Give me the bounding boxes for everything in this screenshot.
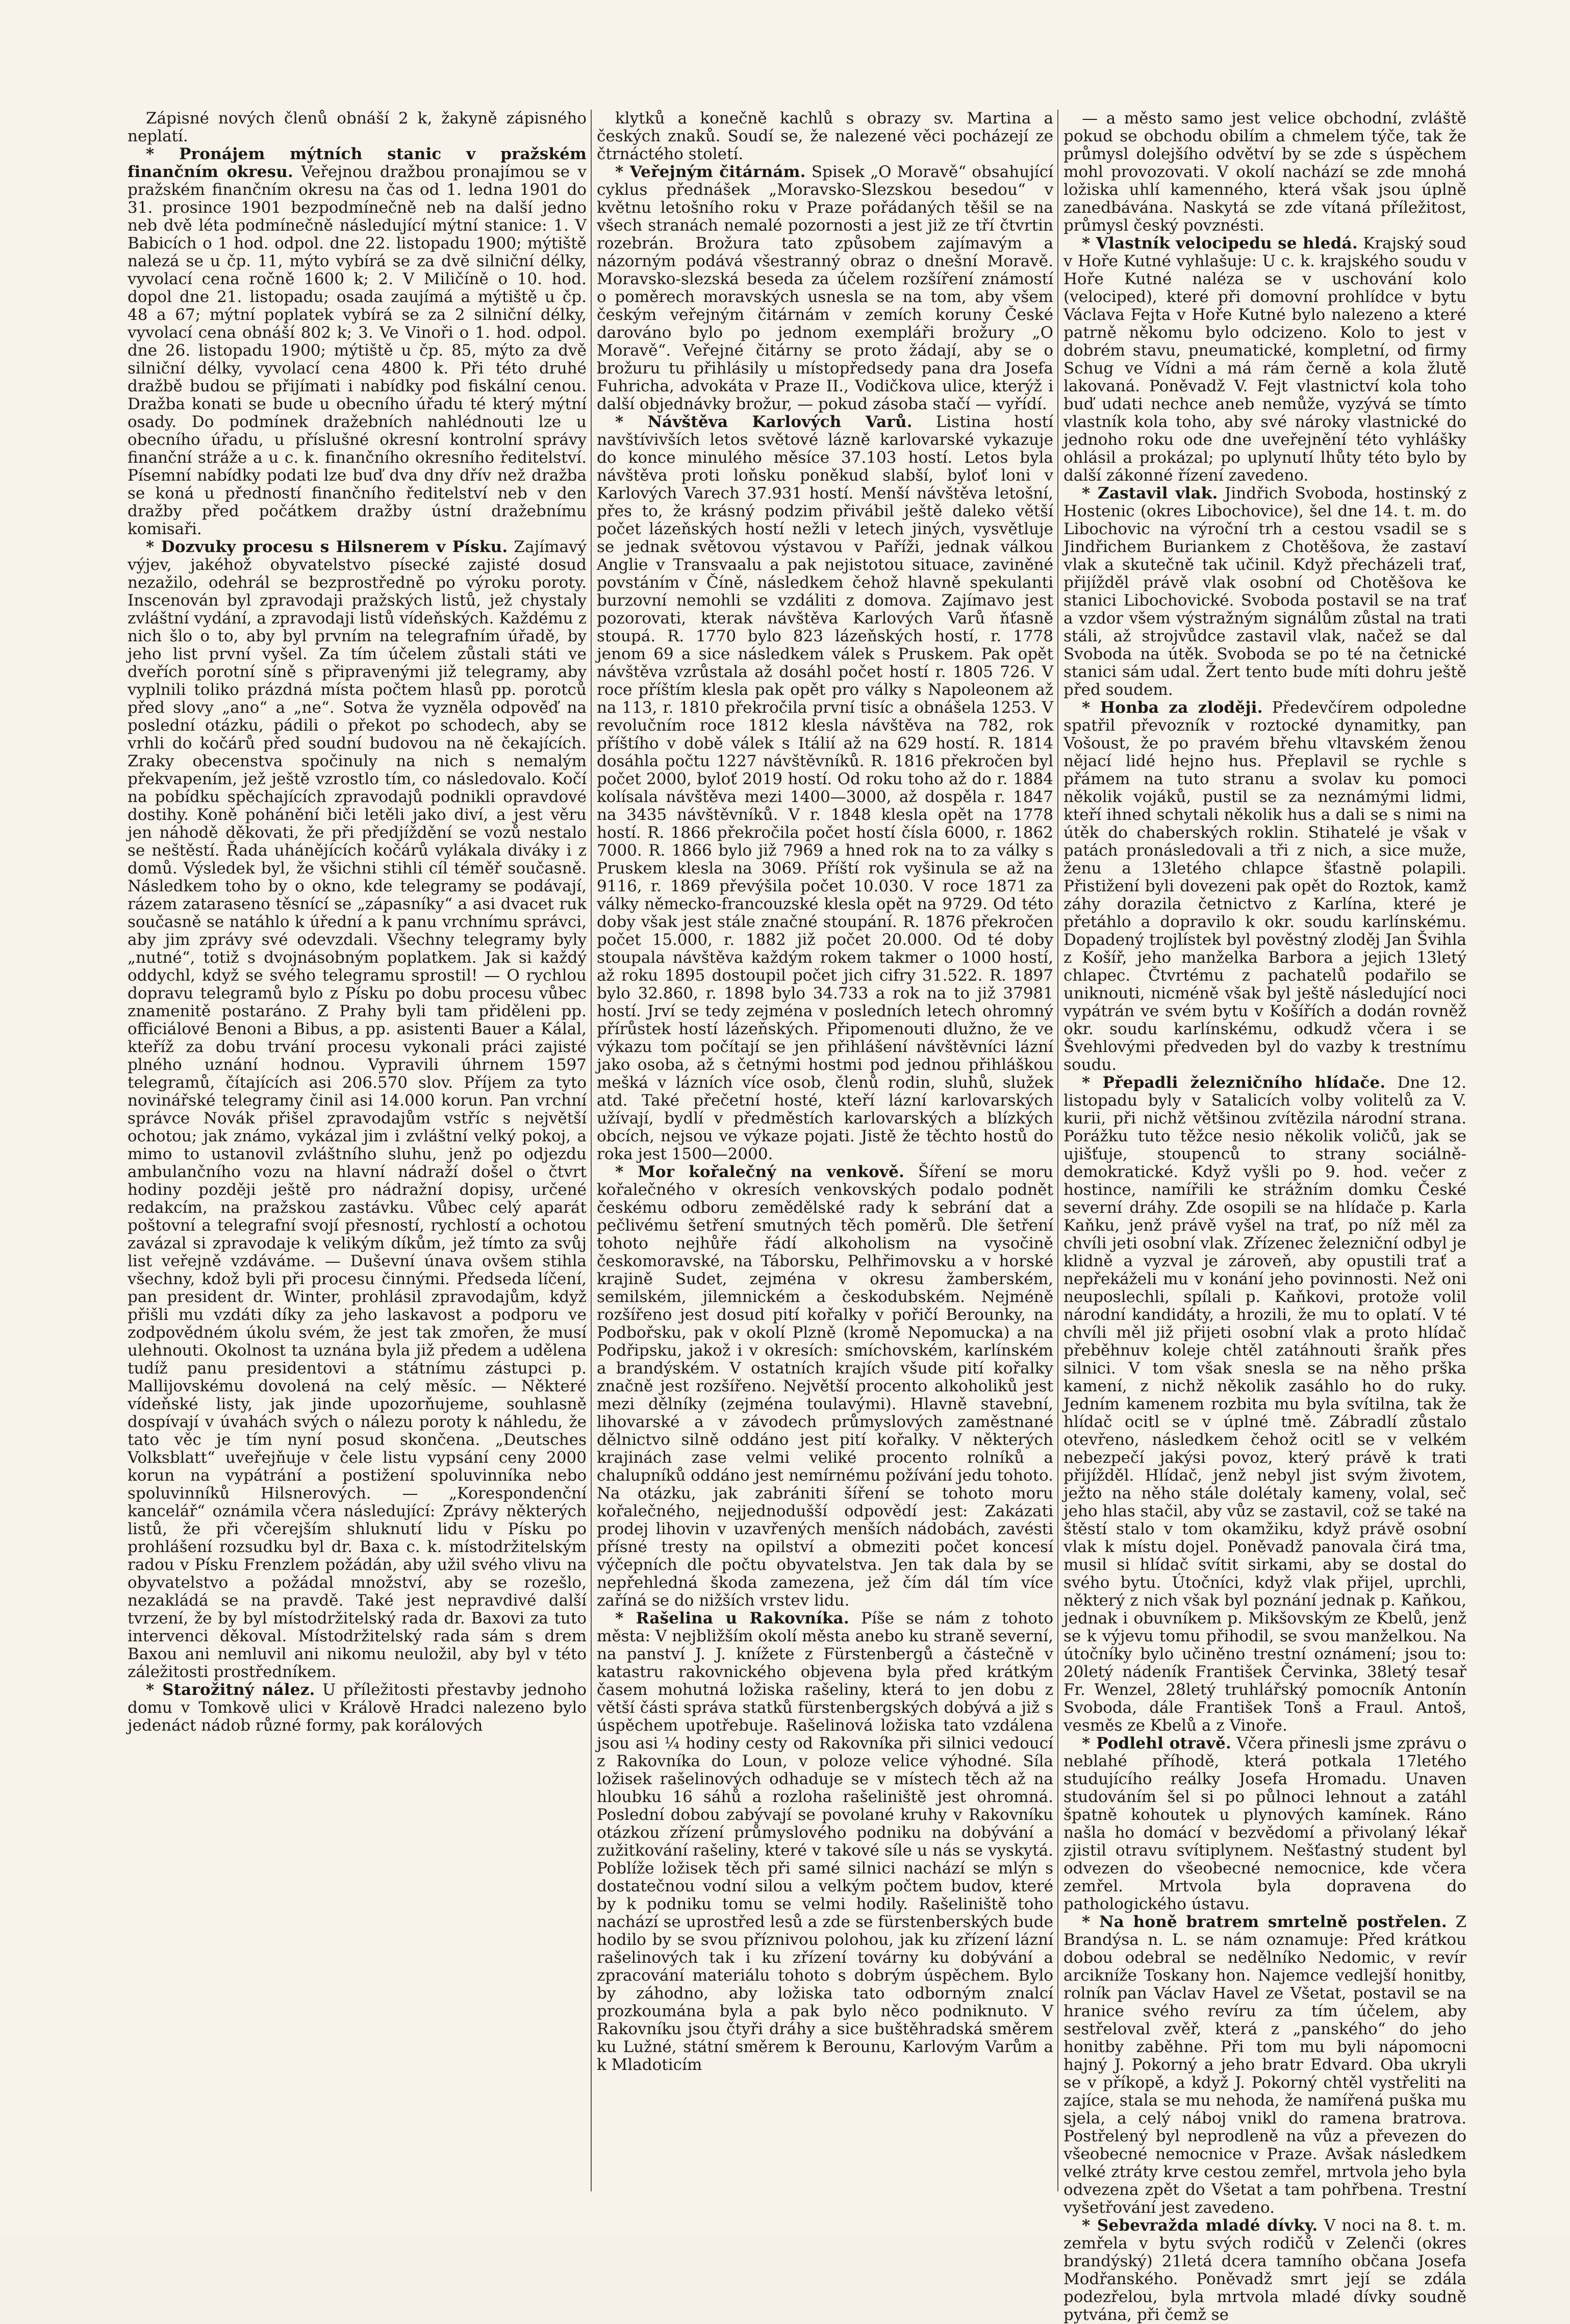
article-paragraph: [1063, 1735, 1466, 1913]
article-headline: * Vlastník velocipedu se hledá.: [1082, 234, 1358, 253]
article-headline: * Podlehl otravě.: [1082, 1734, 1231, 1753]
column-divider: [1057, 110, 1058, 2191]
article-headline: * Pronájem mýtních stanic v pražském finančním okresu.: [128, 145, 587, 181]
article-body-text: U příležitosti přestavby jednoho domu v Tomkově ulici v Králově Hradci nalezeno bylo jedenáct nádob různé formy, pak korálových: [128, 1681, 587, 1735]
article-body-text: Veřejnou dražbou pronajímou se v pražském finančním okresu na čas od 1. ledna 1901 do 31. prosince 1901 bezpodmínečně neb na další jedno neb dvě léta podmínečně následující mýtní stanice: 1. V Babicích o 1 hod. odpol. dne 22. listopadu 1900; mýtiště nalezá se u čp. 11, mýto vybírá se za dvě silniční délky, vyvolací cena ročně 1600 k; 2. V Miličíně o 10. hod. dopol dne 21. listopadu; osada zaujímá a mýtiště u čp. 48 a 67; mýtní poplatek vybírá se za 2 silniční délky, vyvolací cena obnáší 802 k; 3. Ve Vinoři o 1. hod. odpol. dne 26. listopadu 1900; mýtiště u čp. 85, mýto za dvě silniční délky, vyvolací cena 4800 k. Při této druhé dražbě budou se přijímati i nabídky pod fiskální cenou. Dražba konati se bude u obecního úřadu té který mýtní osady. Do podmínek dražebních nahlédnouti lze u obecního úřadu, u příslušné okresní kontrolní správy finanční stráže a u c. k. finančního okresního ředitelství. Písemní nabídky podati lze buď dva dny dřív než dražba se koná u předností finančního ředitelství neb v den dražby před počátkem dražby ústní dražebnímu komisaři.: [128, 163, 587, 538]
article-paragraph: [1063, 1074, 1466, 1735]
article-paragraph: [597, 413, 1053, 1163]
article-paragraph: [128, 145, 587, 538]
article-paragraph: [597, 110, 1053, 163]
column-divider: [591, 110, 592, 2191]
article-headline: * Zastavil vlak.: [1082, 484, 1218, 503]
article-paragraph: [1063, 1913, 1466, 2217]
article-paragraph: [1063, 699, 1466, 1074]
article-headline: * Starožitný nález.: [146, 1681, 315, 1699]
article-headline: * Na honě bratrem smrtelně postřelen.: [1082, 1913, 1447, 1931]
article-paragraph: [1063, 235, 1466, 485]
article-body-text: Z Brandýsa n. L. se nám oznamuje: Před krátkou dobou odebral se nedělníko Nedomic, v revír arcikníže Toskany hon. Najemce vedlejší honitby, rolník pan Václav Havel ze Všetat, postavil se na hranice svého revíru za tím účelem, aby sestřeloval zvěř, která z „panského“ do jeho honitby zaběhne. Při tom mu byli nápomocni hajný J. Pokorný a jeho bratr Edvard. Oba ukryli se v příkopě, a když J. Pokorný chtěl vystřeliti na zajíce, stala se mu nehoda, že namířená puška mu sjela, a celý náboj vnikl do ramena bratrova. Postřelený byl neprodleně na vůz a převezen do všeobecné nemocnice v Praze. Avšak následkem velké ztráty krve cestou zemřel, mrtvola jeho byla odvezena zpět do Všetat a tam pohřbena. Trestní vyšetřování jest zavedeno.: [1063, 1913, 1467, 2217]
article-body-text: Listina hostí navštívivších letos světové lázně karlovarské vykazuje do konce minulého měsíce 37.103 hostí. Letos byla návštěva proti loňsku poněkud slabší, byloť loni v Karlových Varech 37.931 hostí. Menší návštěva letošní, přes to, že krásný podzim přivábil ještě daleko větší počet lázeňských hostí nežli v letech jiných, vysvětluje se jednak světovou výstavou v Paříži, jednak válkou Anglie v Transvaalu a pak nejistotou situace, zaviněné povstáním v Číně, následkem čehož hlavně spekulanti burzovní nemohli se vzdáliti z domova. Zajímavo jest pozorovati, kterak návštěva Karlových Varů ňťasně stoupá. R. 1770 bylo 823 lázeňských hostí, r. 1778 jenom 69 a sice následkem válek s Pruskem. Pak opět návštěva vzrůstala až dosáhl počet hostí r. 1805 726. V roce příštím klesla pak opět pro války s Napoleonem až na 113, r. 1810 překročila první tisíc a obnášela 1253. V revolučním roce 1812 klesla návštěva na 782, rok příštího v době válek s Itálií až na 629 hostí. R. 1814 dosáhla počtu 1227 návštěvníků. R. 1816 překročen byl počet 2000, byloť 2019 hostí. Od roku toho až do r. 1884 kolísala návštěva mezi 1400—3000, až dospěla r. 1847 na 3435 návštěvníků. V r. 1848 klesla opět na 1778 hostí. R. 1866 překročila počet hostí čísla 6000, r. 1862 7000. R. 1866 bylo již 7969 a hned rok na to za války s Pruskem klesla na 3069. Příští rok vyšinula se až na 9116, r. 1869 převýšila počet 10.030. V roce 1871 za války německo-francouzské klesla opět na 9729. Od této doby však jest stále značné stoupání. R. 1876 překročen počet 15.000, r. 1882 již počet 20.000. Od té doby stoupala návštěva každým rokem takmer o 1000 hostí, až roku 1895 dostoupil počet jich cifry 31.522. R. 1897 bylo 32.860, r. 1898 bylo 34.733 a rok na to již 37981 hostí. Jrví se tedy zejména v posledních letech ohromný přírůstek hostí lázeňských. Připomenouti dlužno, že ve výkazu tom počítají se jen přihlášení návštěvníci lázní jako osoba, až s četnými hostmi pod jednou přihláškou mešká v lázních více osob, členů rodin, sluhů, služek atd. Také přečetní hosté, kteří lázní karlovarských užívají, bydlí v předměstích karlovarských a blízkých obcích, nejsou ve výkaze pojati. Jistě že těchto hostů do roka jest 1500—2000.: [597, 413, 1053, 1163]
article-headline: * Rašelina u Rakovníka.: [615, 1609, 849, 1628]
article-body-text: Předevčírem odpoledne spatřil převozník v roztocké dynamitky, pan Vošoust, že po pravém břehu vltavském ženou nějací lidé hejno hus. Přeplavil se rychle s přámem na tuto stranu a svolav ku pomoci několik vojáků, pustil se za neznámými lidmi, kteří ihned schytali několik hus a dali se s nimi na útěk do chaberských roklin. Stihatelé je však v patách pronásledovali a tři z nich, a sice muže, ženu a 13letého chlapce šťastně polapili. Přistižení byli dovezeni pak opět do Roztok, kamž záhy dorazila četnictvo z Karlína, které je přetáhlo a dopravilo k okr. soudu karlínskému. Dopadený trojlístek byl pověstný zloděj Jan Švihla z Košíř, jeho manželka Barbora a jejich 13letý chlapec. Čtvrtému z pachatelů podařilo se uniknouti, nicméně však byl ještě následující noci vypátrán ve svém bytu v Košířích a dodán rovněž okr. soudu karlínskému, odkudž včera i se Švehlovými předveden byl do vazby k trestnímu soudu.: [1063, 698, 1466, 1074]
article-body-text: Zápisné nových členů obnáší 2 k, žakyně zápisného neplatí.: [128, 109, 587, 145]
article-body-text: — a město samo jest velice obchodní, zvláště pokud se obchodu obilím a chmelem týče, tak že průmysl dolejšího odvětví by se zde s úspěchem mohl provozovati. V okolí nachází se zde mnohá ložiska uhlí kamenného, která však jsou úplně zanedbávána. Naskytá se zde vítaná příležitost, průmysl český povznésti.: [1063, 109, 1466, 235]
article-body-text: Včera přinesli jsme zprávu o neblahé příhodě, která potkala 17letého studujícího reálky Josefa Hromadu. Unaven studováním šel si po půlnoci lehnout a zatáhl špatně kohoutek u plynových kamínek. Ráno našla ho domácí v bezvědomí a přivolaný lékař zjistil otravu svítiplynem. Nešťastný student byl odvezen do všeobecné nemocnice, kde včera zemřel. Mrtvola byla dopravena do pathologického ústavu.: [1063, 1734, 1466, 1913]
article-paragraph: [597, 163, 1053, 413]
article-paragraph: [597, 1163, 1053, 1610]
article-paragraph: [1063, 485, 1466, 699]
article-headline: * Veřejným čitárnám.: [615, 163, 806, 181]
article-body-text: Píše se nám z tohoto města: V nejbližším okolí města anebo ku straně severní, na panství J. J. knížete z Fürstenbergů a částečně v katastru rakovnického objevena byla před krátkým časem mohutná ložiska rašeliny, která to jen dobu z větší části správa statků fürstenbergských dobývá a již s úspěchem upotřebuje. Rašelinová ložiska tato vzdálena jsou asi ¼ hodiny cesty od Rakovníka při silnici vedoucí z Rakovníka do Loun, v poloze velice výhodné. Síla ložisek rašelinových odhaduje se v místech těch až na hloubku 16 sáhů a rozloha rašeliniště jest ohromná. Poslední dobou zabývají se povolané kruhy v Rakovníku otázkou zřízení průmyslového podniku na dobývání a zužitkování rašeliny, které v takové síle u nás se vyskytá. Poblíže ložisek těch při samé silnici nachází se mlýn s dostatečnou vodní silou a velkým počtem budov, které by k podniku tomu se velmi hodily. Rašeliniště toho nachází se uprostřed lesů a zde se fürstenberských bude hodilo by se svou příznivou polohou, jak ku zřízení lázní rašelinových tak i ku zřízení továrny ku dobývání a zpracování materiálu tohoto s dobrým úspěchem. Bylo by záhodno, aby ložiska tato odborným znalcí prozkoumána byla a pak bylo něco podniknuto. V Rakovníku jsou čtyři dráhy a sice buštěhradská směrem ku Lužné, státní směrem k Berounu, Karlovým Varům a k Mladoticím: [597, 1609, 1054, 2074]
article-paragraph: [1063, 110, 1466, 235]
article-body-text: V noci na 8. t. m. zemřela v bytu svých rodičů v Zelenči (okres brandýský) 21letá dcera tamního občana Josefa Modřanského. Poněvadž smrt její se zdála podezřelou, byla mrtvola mladé dívky soudně pytvána, při čemž se: [1063, 2216, 1466, 2324]
article-paragraph: [1063, 2217, 1466, 2324]
article-paragraph: [128, 538, 587, 1681]
article-headline: * Mor kořalečný na venkově.: [615, 1163, 905, 1181]
article-paragraph: [597, 1610, 1053, 2074]
article-headline: * Návštěva Karlových Varů.: [615, 413, 913, 431]
text-column-right: [1063, 109, 1467, 2324]
article-body-text: Šíření se moru kořalečného v okresích venkovských podalo podnět českému odboru zemědělské rady k sebrání dat a pečlivému šetření smutných těch poměrů. Dle šetření tohoto nejhůře řádí alkoholism na vysočině českomoravské, na Táborsku, Pelhřimovsku a v horské krajině Sudet, zejména v okresu žamberském, semilském, jilemnickém a českodubském. Nejméně rozšířeno jest dosud pití kořalky v pořičí Berounky, na Podbořsku, pak v okolí Plzně (kromě Nepomucka) a na Podřipsku, jakož i v okresích: smíchovském, karlínském a brandýském. V ostatních krajích všude pití kořalky značně jest rozšířeno. Největší procento alkoholiků jest mezi dělníky (zejména toulavými). Hlavně stavební, lihovarské a v závodech průmyslových zaměstnané dělnictvo silně oddáno jest pití kořalky. V některých krajinách zase velmi veliké procento rolníků a chalupníků oddáno jest nemírnému požívání jedu tohoto. Na otázku, jak zabrániti šíření se tohoto moru kořalečného, nejjednodušší odpovědí jest: Zakázati prodej lihovin v uzavřených menších nádobách, zavésti přísné tresty na opilství a obmeziti počet koncesí výčepních dle počtu obyvatelstva. Jen tak dala by se nepřehledná škoda zamezena, jež čím dál tím více zaříná se do nižších vrstev lidu.: [597, 1163, 1053, 1610]
article-headline: * Přepadli železničního hlídače.: [1082, 1073, 1386, 1092]
article-body-text: Dne 12. listopadu byly v Satalicích volby volitelů za V. kurii, při nichž většinou zvítězila národní strana. Porážku tuto těžce nesio několik voličů, jak se ujišťuje, stoupenců to strany sociálně-demokratické. Když vyšli po 9. hod. večer z hostince, namířili ke strážním domku České severní dráhy. Zde osopili se na hlídače p. Karla Kaňku, jenž právě vyšel na trať, po níž měl za chvíli jeti osobní vlak. Zřízenec železniční odbyl je klidně a vyzval je zároveň, aby opustili trať a nepřekáželi mu v konání jeho povinnosti. Než oni neuposlechli, spílali p. Kaňkovi, protože volil národní kandidáty, a hrozili, že mu to oplatí. V té chvíli měl již přijeti osobní vlak a proto hlídač přeběhnuv koleje chtěl zatáhnouti šraňk přes silnici. V tom však snesla se na něho prška kamení, z nichž několik zasáhlo ho do ruky. Jedním kamenem rozbita mu byla svítilna, tak že hlídač ocitl se v úplné tmě. Zábradlí zůstalo otevřeno, následkem čehož ocitl se v velkém nebezpečí jakýsi povoz, který právě k trati přijížděl. Hlídač, jenž nebyl jist svým životem, ježto na něho stále dolétaly kameny, volal, seč jeho hlas stačil, aby vůz se zastavil, což se také na štěstí stalo v tom okamžiku, když právě osobní vlak k místu dojel. Poněvadž panovala čirá tma, musil si hlídač svítit sirkami, aby se dostal do svého bytu. Útočníci, když vlak přijel, uprchli, některý z nich však byl poznání jednak p. Kaňkou, jednak i obuvníkem p. Mikšovským ze Kbelů, jenž se k výjevu tomu přihodil, se svou manželkou. Na útočníky bylo učiněno trestní oznámení; jsou to: 20letý nádeník František Červinka, 38letý tesař Fr. Wenzel, 28letý truhlářský pomocník Antonín Svoboda, dále František Tonš a Fraul. Antoš, vesměs ze Kbelů a z Vinoře.: [1063, 1073, 1467, 1735]
article-headline: * Dozvuky procesu s Hilsnerem v Písku.: [146, 538, 508, 556]
article-headline: * Honba za zloději.: [1082, 698, 1263, 717]
article-body-text: Spisek „O Moravě“ obsahující cyklus přednášek „Moravsko-Slezskou besedou“ v květnu letošního roku v Praze pořádaných těšil se na všech stranách nemalé pozornosti a jest již ze tří čtvrtin rozebrán. Brožura tato způsobem zajímavým a názorným podává všestranný obraz o dnešní Moravě. Moravsko-slezská beseda za účelem rozšíření známostí o poměrech moravských usnesla se na tom, aby všem českým veřejným čitárnám v zemích koruny České darováno bylo po jednom exempláři brožury „O Moravě“. Veřejné čitárny se proto žádají, aby se o brožuru tu přihlásily u místopředsedy pana dra Josefa Fuhricha, advokáta v Praze II., Vodičkova ulice, kterýž i další objednávky brožur, — pokud zásoba stačí — vyřídí.: [597, 163, 1053, 413]
article-headline: * Sebevražda mladé dívky.: [1082, 2216, 1318, 2235]
text-column-left: [128, 110, 587, 2196]
article-body-text: Zajímavý výjev, jakéhož obyvatelstvo písecké zajisté dosud nezažilo, odehrál se bezprostředně po výroku poroty. Inscenován byl zpravodaji pražských listů, jež chystaly zvláštní vydání, a zpravodaji listů vídeňských. Každému z nich šlo o to, aby byl prvním na telegrafním úřadě, by jeho list první vyšel. Za tím účelem zůstali státi ve dveřích porotní síně s připravenými již telegramy, aby vyplnili toliko prázdná místa počtem hlasů pp. porotců před slovy „ano“ a „ne“. Sotva že vyzněla odpověď na poslední otázku, pádili o překot po schodech, aby se vrhli do kočárů před soudní budovou na ně čekajících. Zraky obecenstva spočinuly na nich s nemalým překvapením, jež ještě vzrostlo tím, co následovalo. Kočí na pobídku spěchajících zpravodajů podnikli opravdové dostihy. Koně pohánění biči letěli jako diví, a jest věru jen náhodě děkovati, že při předjíždění se vozů nestalo se neštěstí. Řada uhánějících kočárů vylákala diváky i z domů. Výsledek byl, že všichni stihli cíl téměř současně. Následkem toho by o okno, kde telegramy se podávají, rázem zataraseno těsnící se „zápasníky“ a asi dvacet ruk současně se natáhlo k úřední a k panu vrchnímu správci, aby jim zprávy své odevzdali. Všechny telegramy byly „nutné“, totiž s dvojnásobným poplatkem. Jak si každý oddychl, když se svého telegramu sprostil! — O rychlou dopravu telegramů bylo z Písku po dobu procesu vůbec znamenitě postaráno. Z Prahy byli tam přiděleni pp. officiálové Benoni a Bibus, a pp. asistenti Bauer a Kálal, kteříž za dobu trvání procesu vykonali práci zajisté plného uznání hodnou. Vypravili úhrnem 1597 telegramů, čítajících asi 206.570 slov. Příjem za tyto novinářské telegramy činil asi 14.000 korun. Pan vrchní správce Novák přišel zpravodajům vstříc s největší ochotou; jak známo, vykázal jim i zvláštní velký pokoj, a mimo to ustanovil zvláštního sluhu, jenž po odjezdu ambulančního vozu na hlavní nádraží došel o čtvrt hodiny později ještě pro nádražní dopisy, určené redakcím, na pražskou zastávku. Vůbec celý aparát poštovní a telegrafní svojí přesností, rychlostí a ochotou zavázal si zpravodaje k velikým díkům, jež tímto za svůj list veřejně vzdáváme. — Duševní únava ovšem stihla všechny, kdož byli při procesu činnými. Předseda líčení, pan president dr. Winter, prohlásil zpravodajům, když přišli mu vzdáti díky za jeho laskavost a podporu ve zodpovědném úkolu svém, že jest tak zmořen, že musí ulehnouti. Okolnost ta uznána byla již předem a udělena tudíž panu presidentovi a státnímu zástupci p. Mallijovskému dovolená na celý měsíc. — Některé vídeňské listy, jak jinde upozorňujeme, souhlasně dospívají v úvahách svých o nálezu poroty k náhledu, že tato věc je tím nyní posud skončena. „Deutsches Volksblatt“ uveřejňuje v čele listu vypsání ceny 2000 korun na vypátrání a postižení spoluvinníka nebo spoluvinníků Hilsnerových. — „Korespondenční kancelář“ oznámila včera následující: Zprávy některých listů, že při včerejším shluknutí lidu v Písku po prohlášení rozsudku byl dr. Baxa c. k. místodržitelským radou v Písku Frenzlem požádán, aby užil svého vlivu na obyvatelstvo a požádal množství, aby se rozešlo, nezakládá se na pravdě. Také jest nepravdivé další tvrzení, že by byl místodržitelský rada dr. Baxovi za tuto intervenci děkoval. Místodržitelský rada sám s drem Baxou ani nemluvil ani nikomu neuložil, aby byl v této záležitosti prostředníkem.: [128, 538, 587, 1681]
article-body-text: klytků a konečně kachlů s obrazy sv. Martina a českých znaků. Soudí se, že nalezené věci pocházejí ze čtrnáctého století.: [597, 109, 1053, 163]
article-body-text: Jindřich Svoboda, hostinský z Hostenic (okres Libochovice), šel dne 14. t. m. do Libochovic na výroční trh a cestou vsadil se s Jindřichem Buriankem z Chotěšova, že zastaví vlak a skutečně tak učinil. Když přecházeli trať, přijížděl právě vlak osobní od Chotěšova ke stanici Libochovické. Svoboda postavil se na trať a vzdor všem výstražným signálům zůstal na trati stáli, až strojvůdce zastavil vlak, načež se dal Svoboda na útěk. Svoboda se po té na četnické stanici sám udal. Žert tento bude míti dohru ještě před soudem.: [1063, 484, 1466, 699]
article-body-text: Krajský soud v Hoře Kutné vyhlašuje: U c. k. krajského soudu v Hoře Kutné naléza se v uschování kolo (velociped), které při domovní prohlídce v bytu Václava Fejta v Hoře Kutné bylo nalezeno a které patrně někomu bylo odcizeno. Kolo to jest v dobrém stavu, pneumatické, kompletní, od firmy Schug ve Vídni a má rám černě a kola žlutě lakovaná. Poněvadž V. Fejt vlastnictví kola toho buď udati nechce aneb nemůže, vyzývá se tímto vlastník kola toho, aby své nároky vlastnické do jednoho roku ode dne uveřejnění této vyhlášky ohlásil a prokázal; po uplynutí lhůty této bylo by další zákonné řízení zavedeno.: [1063, 234, 1466, 485]
article-paragraph: [128, 1681, 587, 1735]
text-column-middle: [597, 110, 1053, 2196]
article-paragraph: [128, 110, 587, 145]
